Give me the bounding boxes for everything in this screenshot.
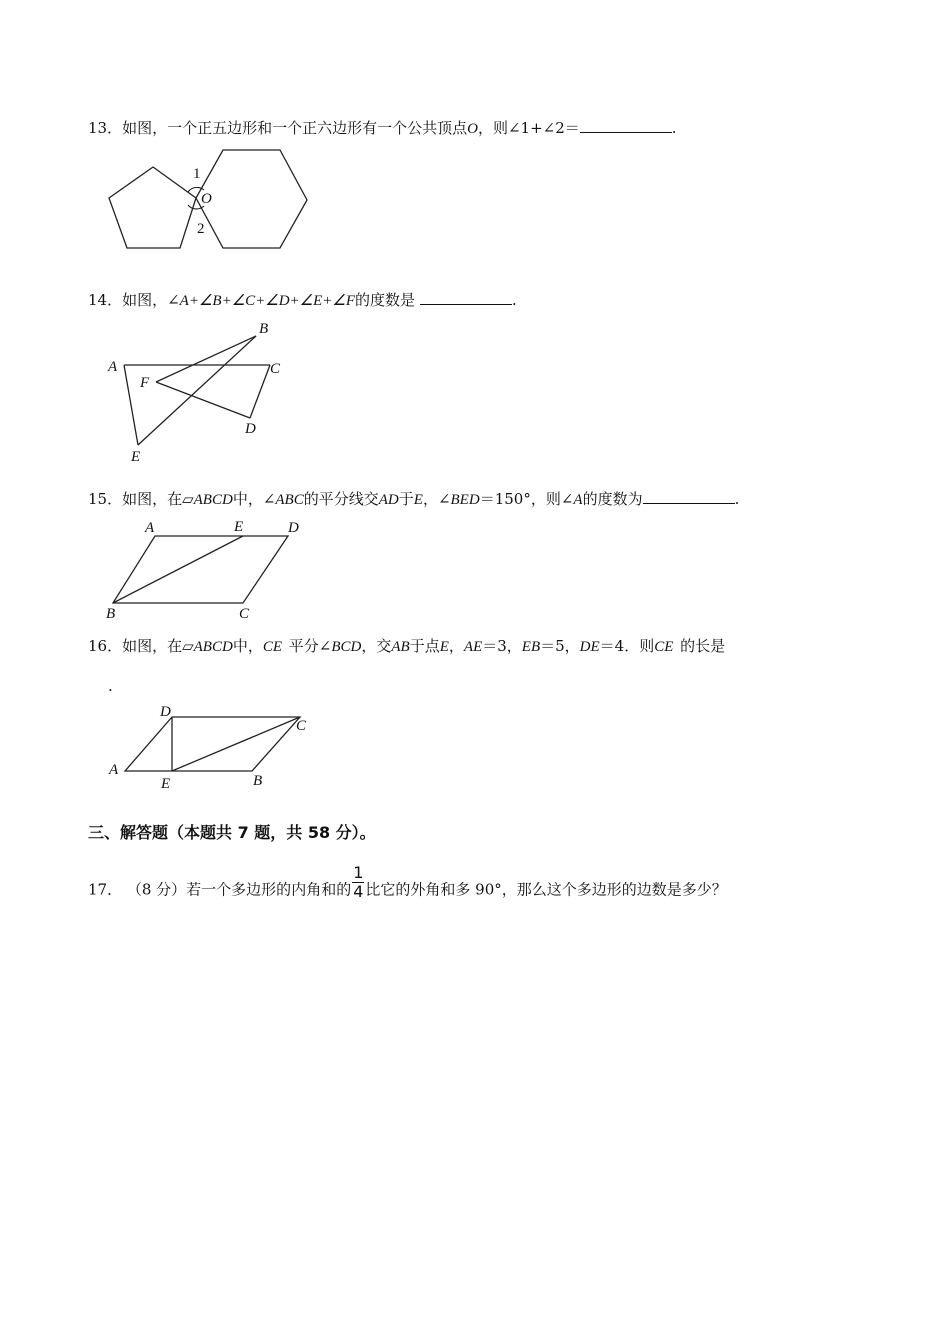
segment-bf — [156, 336, 256, 382]
q16-text-c: 平分∠ — [288, 637, 332, 655]
q16-ce: CE — [262, 639, 282, 655]
q13-text-a: 如图，一个正五边形和一个正六边形有一个公共顶点 — [122, 119, 468, 137]
label-e: E — [161, 776, 171, 792]
q16-bcd: BCD — [331, 639, 362, 655]
q15-number: 15． — [88, 490, 123, 508]
segment-eb — [138, 336, 256, 445]
q16-ae: AE — [463, 639, 483, 655]
q16-text-i: ＝4．则 — [599, 637, 655, 655]
question-14 — [88, 290, 517, 311]
q16-text-b: 中， — [232, 637, 263, 655]
label-c: C — [270, 361, 281, 377]
q15-text-c: 的平分线交 — [303, 490, 379, 508]
segment-fd — [156, 382, 250, 418]
q15-bed: BED — [450, 492, 480, 508]
label-b: B — [259, 321, 269, 337]
q16-text-d: ，交 — [361, 637, 392, 655]
q13-end: . — [671, 119, 677, 137]
q13-figure-pentagon-hexagon — [100, 140, 320, 260]
hexagon-shape — [196, 150, 307, 248]
q16-text-g: ＝3， — [482, 637, 522, 655]
segment-ec — [172, 717, 300, 771]
fraction-denominator: 4 — [353, 882, 364, 901]
label-a: A — [145, 520, 155, 536]
q13-answer-blank — [580, 118, 672, 133]
q17-text-a: （8 分）若一个多边形的内角和的 — [126, 880, 352, 899]
q15-a: A — [573, 492, 583, 508]
segment-dc — [250, 365, 270, 418]
q17-number: 17． — [88, 880, 123, 899]
label-vertex-o: O — [201, 191, 212, 207]
question-13 — [88, 118, 677, 139]
q15-e: E — [413, 492, 423, 508]
q13-var-o: O — [467, 121, 478, 137]
q16-number: 16． — [88, 637, 123, 655]
q16-figure-parallelogram — [100, 700, 320, 800]
pentagon-shape — [109, 167, 196, 248]
label-e: E — [131, 449, 141, 465]
q16-e: E — [439, 639, 449, 655]
label-c: C — [296, 718, 307, 734]
q16-de: DE — [579, 639, 600, 655]
q14-expression: A+∠B+∠C+∠D+∠E+∠F — [179, 293, 356, 309]
q16-end: . — [108, 677, 113, 695]
q16-text-e: 于点 — [409, 637, 440, 655]
q15-abcd: ABCD — [193, 492, 233, 508]
q15-text-a: 如图，在▱ — [122, 490, 194, 508]
label-d: D — [245, 421, 256, 437]
q15-text-b: 中，∠ — [232, 490, 276, 508]
q14-end: . — [511, 291, 517, 309]
q16-eb: EB — [521, 639, 541, 655]
question-15 — [88, 489, 739, 510]
parallelogram-abcd — [113, 536, 288, 603]
q14-figure — [100, 318, 300, 468]
q15-end: . — [734, 490, 740, 508]
label-a: A — [109, 762, 119, 778]
label-a: A — [108, 359, 118, 375]
q17-fraction — [352, 864, 364, 901]
fraction-numerator: 1 — [353, 863, 364, 882]
q15-abc: ABC — [275, 492, 304, 508]
q15-ad: AD — [378, 492, 399, 508]
q17-text-b: 比它的外角和多 90°，那么这个多边形的边数是多少？ — [365, 880, 727, 899]
q15-figure-parallelogram — [100, 514, 310, 624]
q15-text-d: 于 — [398, 490, 414, 508]
q15-text-g: 的度数为 — [582, 490, 643, 508]
label-angle-1: 1 — [193, 166, 201, 182]
q14-answer-blank — [420, 290, 512, 305]
section-3-heading: 三、解答题（本题共 7 题，共 58 分）。 — [88, 823, 376, 842]
q15-text-f: ＝150°，则∠ — [479, 490, 574, 508]
question-16 — [88, 636, 725, 657]
segment-ae — [124, 365, 138, 445]
q16-text-a: 如图，在▱ — [122, 637, 194, 655]
segment-be — [113, 536, 243, 603]
q16-text-h: ＝5， — [540, 637, 580, 655]
q14-text-a: 如图，∠ — [122, 291, 180, 309]
label-b: B — [106, 606, 116, 622]
q16-text-j: 的长是 — [680, 637, 726, 655]
label-d: D — [288, 520, 299, 536]
label-e: E — [234, 519, 244, 535]
label-angle-2: 2 — [197, 221, 205, 237]
question-17 — [88, 863, 727, 909]
q15-text-e: ，∠ — [422, 490, 451, 508]
label-c: C — [239, 606, 250, 622]
label-d: D — [160, 704, 171, 720]
q15-answer-blank — [643, 489, 735, 504]
q16-abcd: ABCD — [193, 639, 233, 655]
parallelogram-abcd — [125, 717, 300, 771]
q16-ab: AB — [391, 639, 410, 655]
q13-text-b: ，则∠1+∠2＝ — [477, 119, 580, 137]
q16-text-f: ， — [448, 637, 464, 655]
q14-number: 14． — [88, 291, 123, 309]
q13-number: 13． — [88, 119, 123, 137]
q14-text-b: 的度数是 — [355, 291, 416, 309]
label-f: F — [140, 375, 150, 391]
label-b: B — [253, 773, 263, 789]
q16-ce-2: CE — [654, 639, 674, 655]
